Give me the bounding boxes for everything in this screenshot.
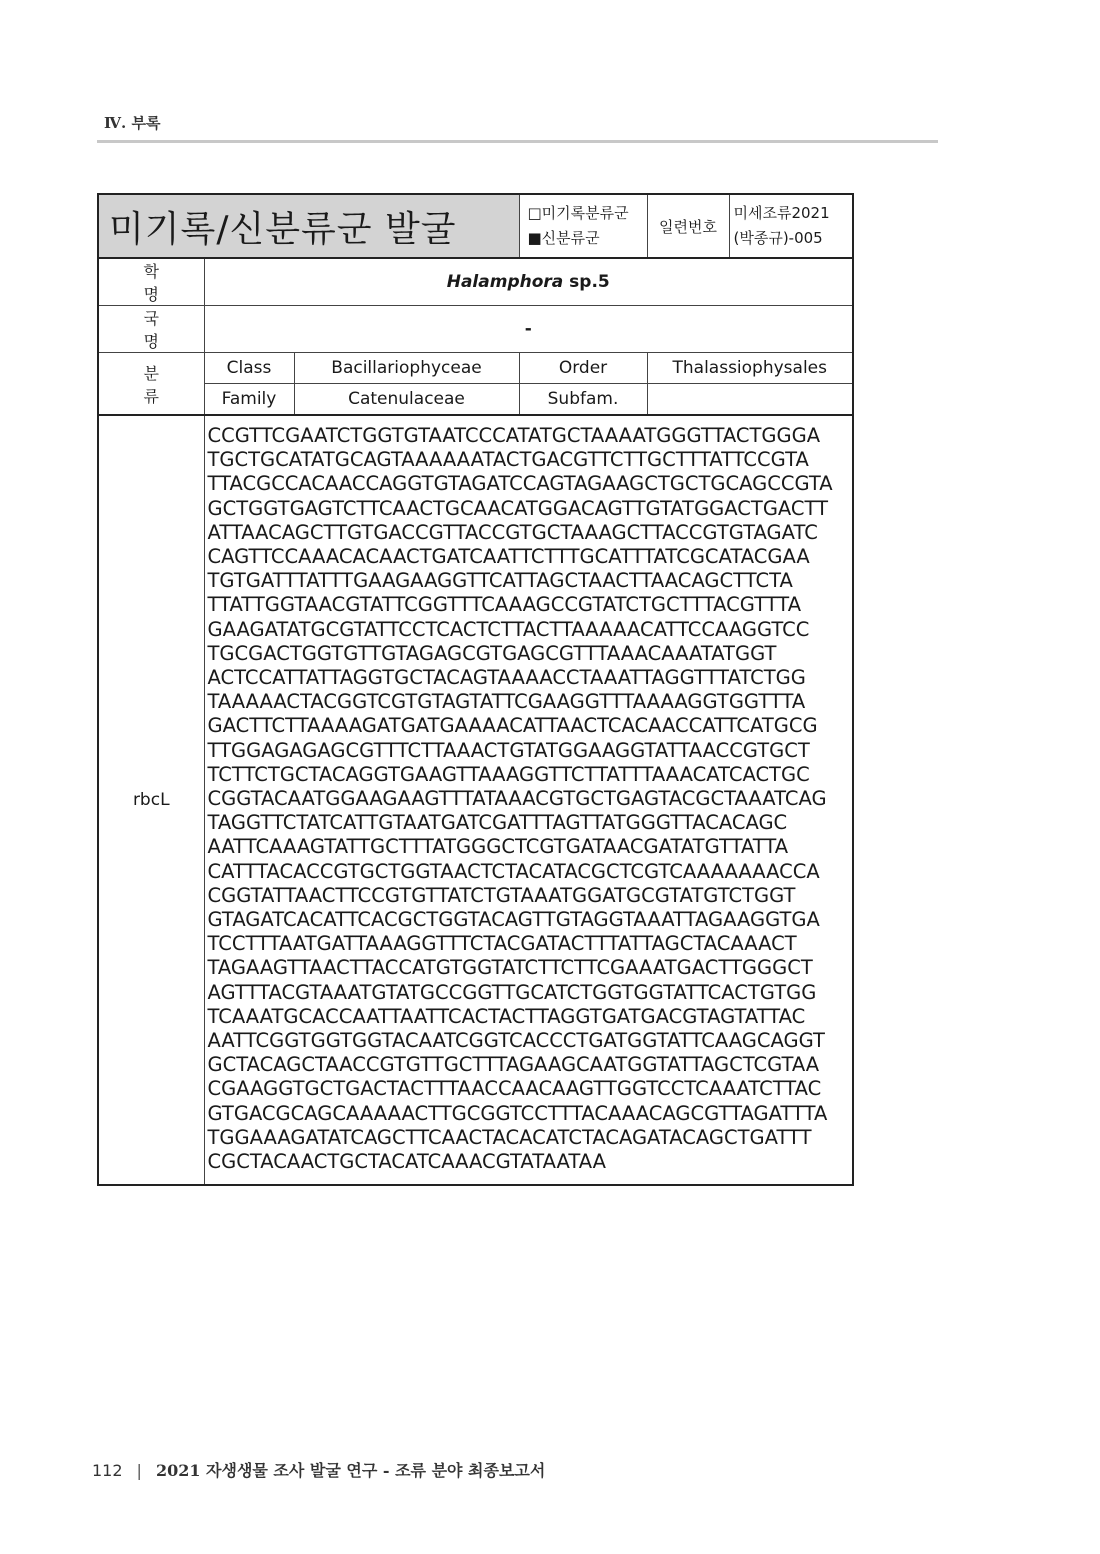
sequence-row	[98, 415, 853, 1185]
sequence-line: TTATTGGTAACGTATTCGGTTTCAAAGCCGTATCTGCTTTACGTTTA	[207, 593, 802, 617]
sequence-line: CGAAGGTGCTGACTACTTTAACCAACAAGTTGGTCCTCAAATCTTAC	[207, 1077, 822, 1101]
sequence-line: TCAAATGCACCAATTAATTCACTACTTAGGTGATGACGTAGTATTAC	[207, 1004, 806, 1028]
sequence-line: TTACGCCACAACCAGGTGTAGATCCAGTAGAAGCTGCTGCAGCCGTA	[207, 472, 833, 496]
report-title: 2021 자생생물 조사 발굴 연구 - 조류 분야 최종보고서	[155, 1461, 546, 1480]
sequence-line: TAGAAGTTAACTTACCATGTGGTATCTTCTTCGAAATGACTTGGGCT	[207, 956, 813, 980]
subfam-value	[647, 384, 853, 416]
sequence-line: TTGGAGAGAGCGTTTCTTAAACTGTATGGAAGGTATTAACCGTGCT	[207, 738, 810, 762]
page-footer	[92, 1458, 545, 1481]
status-unrecorded: □미기록분류군	[527, 204, 629, 222]
sequence-line: GTGACGCAGCAAAAACTTGCGGTCCTTTACAAACAGCGTTAGATTTA	[207, 1101, 828, 1125]
sci-name-row	[98, 258, 853, 306]
subfam-label: Subfam.	[519, 384, 647, 416]
gene-label: rbcL	[98, 415, 204, 1185]
order-value: Thalassiophysales	[647, 353, 853, 384]
sequence-line: TAAAAACTACGGTCGTGTAGTATTCGAAGGTTTAAAAGGTGGTTTA	[207, 690, 806, 714]
order-label: Order	[519, 353, 647, 384]
sequence-line: CGGTACAATGGAAGAAGTTTATAAACGTGCTGAGTACGCTAAATCAG	[207, 787, 827, 811]
sci-name-value	[204, 258, 853, 306]
sci-name-species: sp.5	[563, 272, 610, 292]
section-header: Ⅳ. 부록	[104, 114, 161, 132]
page-number: 112	[92, 1461, 123, 1480]
sci-name-label: 학명	[98, 258, 204, 306]
serial-label: 일련번호	[647, 194, 729, 258]
classification-label: 분류	[98, 353, 204, 416]
classification-row-2	[98, 384, 853, 416]
sequence-line: CGGTATTAACTTCCGTGTTATCTGTAAATGGATGCGTATGTCTGGT	[207, 883, 796, 907]
record-table	[97, 193, 854, 1186]
sequence-line: TGTGATTTATTTGAAGAAGGTTCATTAGCTAACTTAACAGCTTCTA	[207, 569, 793, 593]
sequence-line: TGGAAAGATATCAGCTTCAACTACACATCTACAGATACAGCTGATTT	[207, 1125, 812, 1149]
sequence-line: TGCTGCATATGCAGTAAAAAATACTGACGTTCTTGCTTTATTCCGTA	[207, 448, 809, 472]
serial-value	[729, 194, 853, 258]
status-box	[519, 194, 647, 258]
sequence-line: ACTCCATTATTAGGTGCTACAGTAAAACCTAAATTAGGTTTATCTGG	[207, 666, 806, 690]
status-new: ■신분류군	[527, 229, 600, 247]
sequence-line: AGTTTACGTAAATGTATGCCGGTTGCATCTGGTGGTATTCACTGTGG	[207, 980, 817, 1004]
sequence-line: TAGGTTCTATCATTGTAATGATCGATTTAGTTATGGGTTACACAGC	[207, 811, 788, 835]
sequence-line: CCGTTCGAATCTGGTGTAATCCCATATGCTAAAATGGGTTACTGGGA	[207, 424, 821, 447]
family-value: Catenulaceae	[294, 384, 519, 416]
korean-name-row	[98, 306, 853, 353]
korean-name-value: -	[204, 306, 853, 353]
sequence-line: CAGTTCCAAACACAACTGATCAATTCTTTGCATTTATCGCATACGAA	[207, 545, 810, 569]
sequence-line: TCCTTTAATGATTAAAGGTTTCTACGATACTTTATTAGCTACAAACT	[207, 932, 797, 956]
header-divider	[97, 140, 938, 143]
serial-value-line1: 미세조류2021	[733, 204, 830, 222]
classification-row-1	[98, 353, 853, 384]
sequence-line: CATTTACACCGTGCTGGTAACTCTACATACGCTCGTCAAAAAAACCA	[207, 859, 820, 883]
footer-separator: |	[136, 1461, 142, 1480]
sequence-line: CGCTACAACTGCTACATCAAACGTATAATAA	[207, 1150, 606, 1174]
korean-name-label: 국명	[98, 306, 204, 353]
title-row	[98, 194, 853, 258]
class-value: Bacillariophyceae	[294, 353, 519, 384]
sequence-line: AATTCGGTGGTGGTACAATCGGTCACCCTGATGGTATTCAAGCAGGT	[207, 1029, 825, 1053]
record-title: 미기록/신분류군 발굴	[98, 194, 519, 258]
sequence-line: GCTGGTGAGTCTTCAACTGCAACATGGACAGTTGTATGGACTGACTT	[207, 496, 829, 520]
sequence-line: ATTAACAGCTTGTGACCGTTACCGTGCTAAAGCTTACCGTGTAGATC	[207, 520, 818, 544]
sequence-line: TCTTCTGCTACAGGTGAAGTTAAAGGTTCTTATTTAAACATCACTGC	[207, 762, 810, 786]
sequence-line: TGCGACTGGTGTTGTAGAGCGTGAGCGTTTAAACAAATATGGT	[207, 641, 777, 665]
sequence-line: GACTTCTTAAAAGATGATGAAAACATTAACTCACAACCATTCATGCG	[207, 714, 818, 738]
family-label: Family	[204, 384, 294, 416]
sequence-line: GTAGATCACATTCACGCTGGTACAGTTGTAGGTAAATTAGAAGGTGA	[207, 908, 820, 932]
sequence-block	[204, 415, 853, 1185]
sci-name-genus: Halamphora	[446, 272, 564, 292]
class-label: Class	[204, 353, 294, 384]
sequence-line: AATTCAAAGTATTGCTTTATGGGCTCGTGATAACGATATGTTATTA	[207, 835, 789, 859]
serial-value-line2: (박종규)-005	[733, 229, 823, 247]
sequence-line: GAAGATATGCGTATTCCTCACTCTTACTTAAAAACATTCCAAGGTCC	[207, 617, 810, 641]
sequence-line: GCTACAGCTAACCGTGTTGCTTTAGAAGCAATGGTATTAGCTCGTAA	[207, 1053, 820, 1077]
